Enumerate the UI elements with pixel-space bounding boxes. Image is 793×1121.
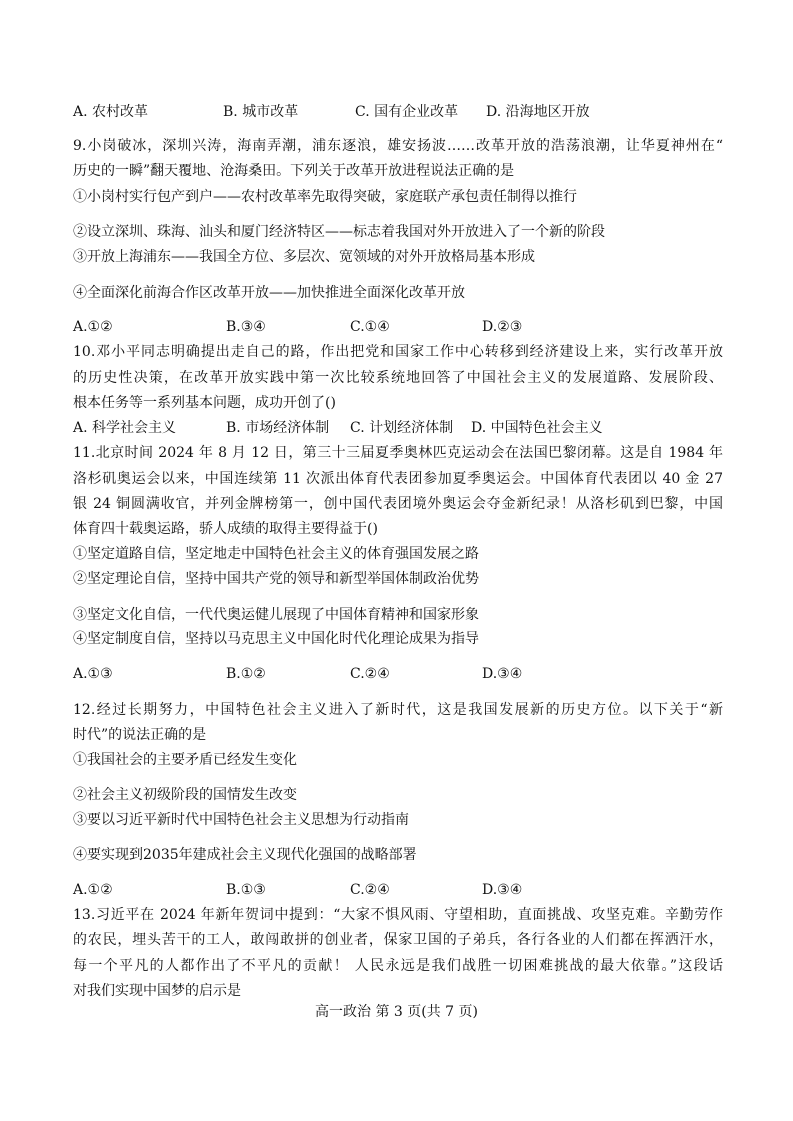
q8-option-b: B. 城市改革 — [223, 104, 299, 120]
q10-stem-line-1: 10.邓小平同志明确提出走自己的路，作出把党和国家工作中心转移到经济建设上来，实行改革开放 — [73, 344, 723, 360]
q9-options — [73, 317, 753, 337]
q12-option-b: B.①③ — [226, 882, 266, 898]
q10-stem-line-3: 根本任务等一系列基本问题，成功开创了() — [73, 395, 336, 411]
q11-statement-4: ④坚定制度自信，坚持以马克思主义中国化时代化理论成果为指导 — [73, 631, 479, 647]
q13-stem-line-2: 的农民，埋头苦干的工人，敢闯敢拼的创业者，保家卫国的子弟兵，各行各业的人们都在挥洒汗水， — [73, 932, 723, 948]
q8-options — [73, 102, 753, 122]
q12-statement-4: ④要实现到2035年建成社会主义现代化强国的战略部署 — [73, 847, 417, 863]
q11-stem-line-2: 洛杉矶奥运会以来，中国连续第 11 次派出体育代表团参加夏季奥运会。中国体育代表团以 40 金 27 — [73, 471, 723, 487]
q9-statement-3: ③开放上海浦东——我国全方位、多层次、宽领域的对外开放格局基本形成 — [73, 249, 535, 265]
q9-stem-line-1: 9.小岗破冰，深圳兴涛，海南弄潮，浦东逐浪，雄安扬波……改革开放的浩荡浪潮，让华夏神州在“ — [73, 138, 723, 154]
q12-options — [73, 880, 753, 900]
page-footer: 高一政治 第 3 页(共 7 页) — [315, 1004, 478, 1020]
q11-statement-3: ③坚定文化自信，一代代奥运健儿展现了中国体育精神和国家形象 — [73, 607, 479, 623]
q12-option-c: C.②④ — [350, 882, 390, 898]
q8-option-d: D. 沿海地区开放 — [486, 104, 590, 120]
q10-option-b: B. 市场经济体制 — [226, 420, 330, 436]
q10-stem-line-2: 的历史性决策，在改革开放实践中第一次比较系统地回答了中国社会主义的发展道路、发展阶段、 — [73, 370, 723, 386]
q13-stem-line-1: 13.习近平在 2024 年新年贺词中提到：“大家不惧风雨、守望相助，直面挑战、攻坚克难。辛勤劳作 — [73, 907, 723, 923]
q12-statement-1: ①我国社会的主要矛盾已经发生变化 — [73, 752, 297, 768]
q9-option-b: B.③④ — [226, 319, 266, 335]
q10-option-a: A. 科学社会主义 — [73, 420, 177, 436]
q10-option-d: D. 中国特色社会主义 — [471, 420, 603, 436]
q11-stem-line-3: 银 24 铜圆满收官，并列金牌榜第一，创中国代表团境外奥运会夺金新纪录！从洛杉矶到巴黎，中国 — [73, 496, 723, 512]
q12-statement-3: ③要以习近平新时代中国特色社会主义思想为行动指南 — [73, 812, 409, 828]
q8-option-a: A. 农村改革 — [73, 104, 149, 120]
q11-stem-line-4: 体育四十载奥运路，骄人成绩的取得主要得益于() — [73, 521, 378, 537]
q11-options — [73, 664, 753, 684]
q13-stem-line-3: 每一个平凡的人都作出了不平凡的贡献！ 人民永远是我们战胜一切困难挑战的最大依靠。”这段话 — [73, 958, 723, 974]
q11-option-b: B.①② — [226, 666, 266, 682]
q11-statement-1: ①坚定道路自信，坚定地走中国特色社会主义的体育强国发展之路 — [73, 546, 479, 562]
q11-stem-line-1: 11.北京时间 2024 年 8 月 12 日，第三十三届夏季奥林匹克运动会在法国巴黎闭幕。这是自 1984 年 — [73, 445, 723, 461]
q11-option-a: A.①③ — [73, 666, 113, 682]
q9-statement-2: ②设立深圳、珠海、汕头和厦门经济特区——标志着我国对外开放进入了一个新的阶段 — [73, 224, 605, 240]
q11-option-d: D.③④ — [482, 666, 523, 682]
q9-statement-1: ①小岗村实行包产到户——农村改革率先取得突破，家庭联产承包责任制得以推行 — [73, 189, 577, 205]
q8-option-c: C. 国有企业改革 — [355, 104, 459, 120]
q9-option-a: A.①② — [73, 319, 113, 335]
q12-option-d: D.③④ — [482, 882, 523, 898]
q10-options — [73, 418, 753, 438]
q9-option-c: C.①④ — [350, 319, 390, 335]
q13-stem-line-4: 对我们实现中国梦的启示是 — [73, 983, 241, 999]
q12-stem-line-2: 时代”的说法正确的是 — [73, 727, 207, 743]
q9-option-d: D.②③ — [482, 319, 523, 335]
q11-option-c: C.②④ — [350, 666, 390, 682]
q11-statement-2: ②坚定理论自信，坚持中国共产党的领导和新型举国体制政治优势 — [73, 571, 479, 587]
q9-stem-line-2: 历史的一瞬”翻天覆地、沧海桑田。下列关于改革开放进程说法正确的是 — [73, 163, 515, 179]
q12-stem-line-1: 12.经过长期努力，中国特色社会主义进入了新时代，这是我国发展新的历史方位。以下关于“新 — [73, 702, 723, 718]
q12-statement-2: ②社会主义初级阶段的国情发生改变 — [73, 787, 297, 803]
q12-option-a: A.①② — [73, 882, 113, 898]
q9-statement-4: ④全面深化前海合作区改革开放——加快推进全面深化改革开放 — [73, 285, 465, 301]
q10-option-c: C. 计划经济体制 — [350, 420, 454, 436]
